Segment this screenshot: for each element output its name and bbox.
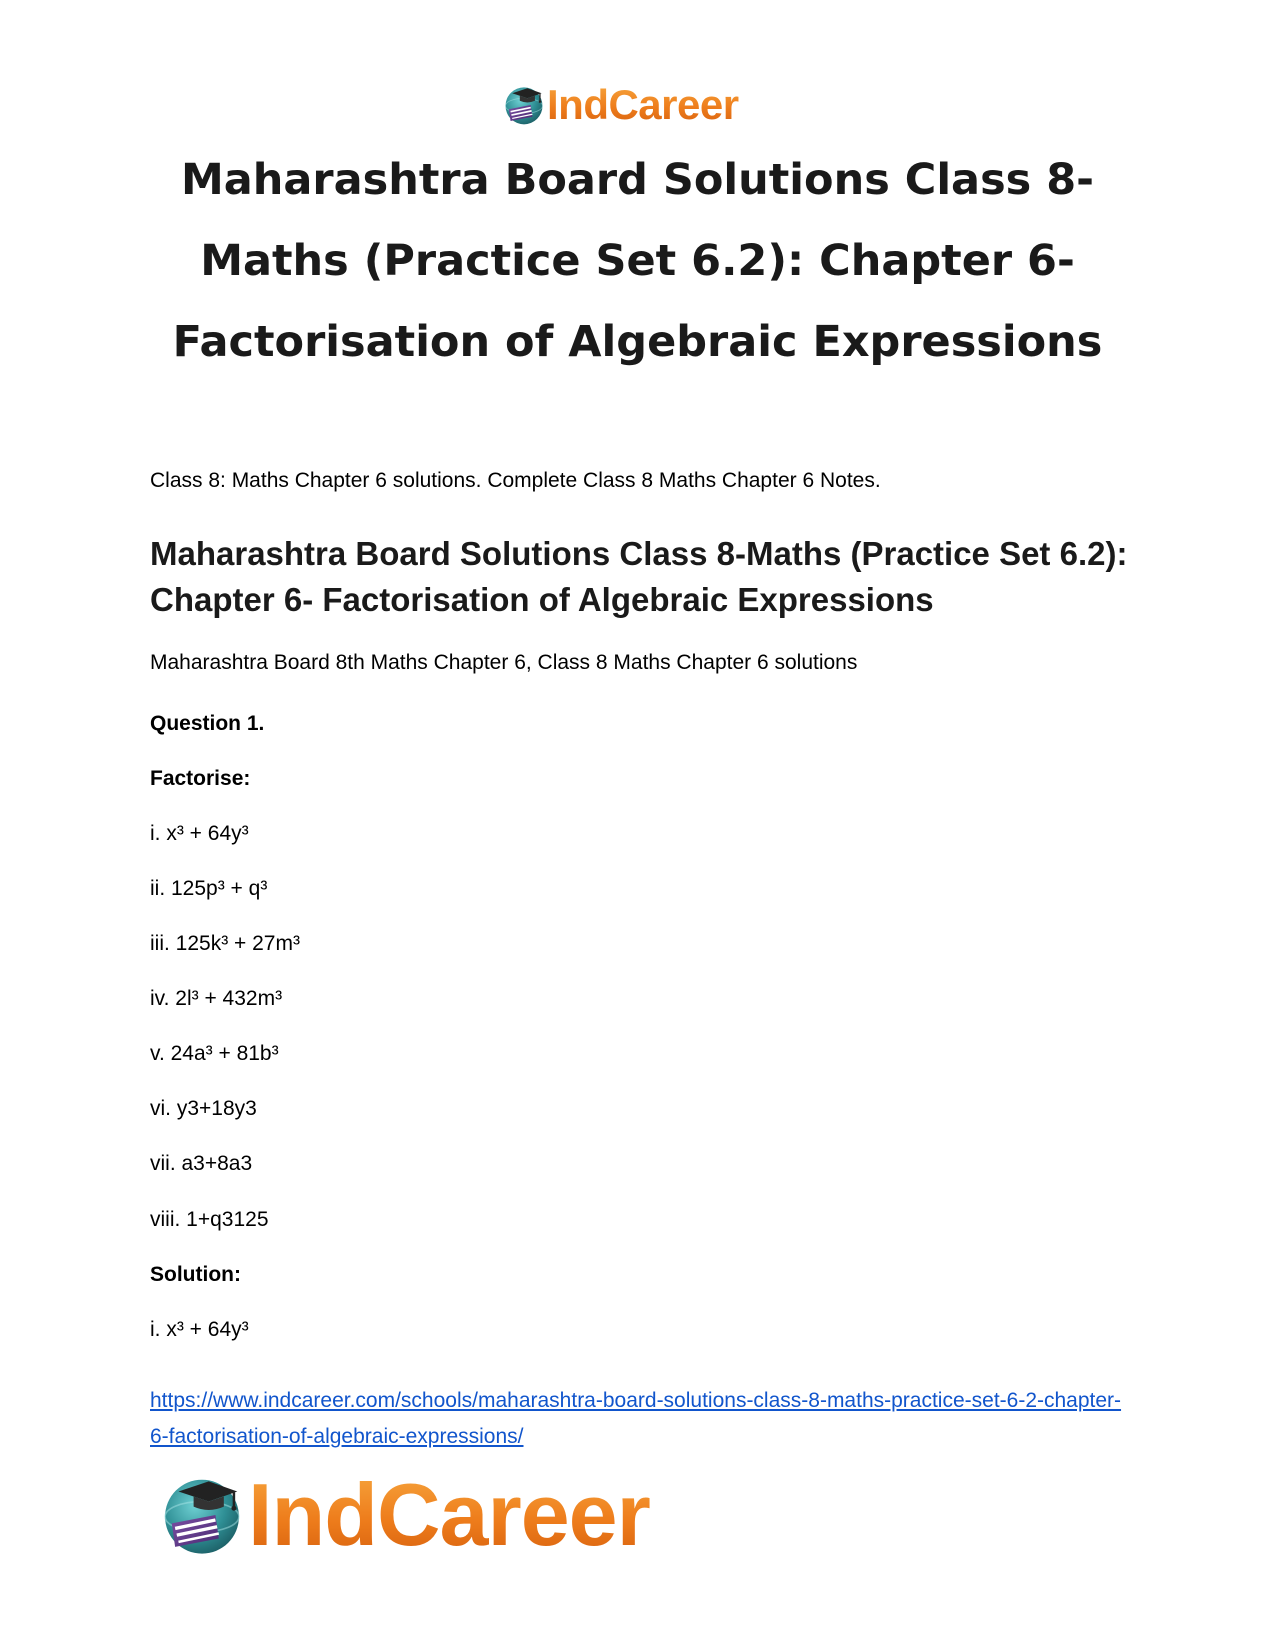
list-item: iv. 2l³ + 432m³ <box>150 987 283 1010</box>
instruction-label: Factorise: <box>150 767 251 790</box>
graduation-cap-book-globe-icon <box>160 1473 244 1557</box>
question-label: Question 1. <box>150 712 265 735</box>
section-heading: Maharashtra Board Solutions Class 8-Maths (Practice Set 6.2): Chapter 6- Factorisation of Algebraic Expressions <box>150 535 1128 618</box>
list-item: v. 24a³ + 81b³ <box>150 1042 279 1065</box>
page-title: Maharashtra Board Solutions Class 8-Maths (Practice Set 6.2): Chapter 6- Factorisation of Algebraic Expressions <box>172 155 1103 367</box>
solution-item: i. x³ + 64y³ <box>150 1318 249 1341</box>
list-item: i. x³ + 64y³ <box>150 822 249 845</box>
logo-wordmark: IndCareer <box>547 81 739 128</box>
list-item: viii. 1+q3125 <box>150 1208 269 1231</box>
list-item: vii. a3+8a3 <box>150 1152 253 1175</box>
solution-label: Solution: <box>150 1263 241 1286</box>
list-item: ii. 125p³ + q³ <box>150 877 268 900</box>
list-item: iii. 125k³ + 27m³ <box>150 932 300 955</box>
intro-text: Class 8: Maths Chapter 6 solutions. Complete Class 8 Maths Chapter 6 Notes. <box>150 469 881 492</box>
footer-logo <box>160 1465 650 1564</box>
list-item: vi. y3+18y3 <box>150 1097 257 1120</box>
subtitle-text: Maharashtra Board 8th Maths Chapter 6, Class 8 Maths Chapter 6 solutions <box>150 651 858 674</box>
logo-wordmark: IndCareer <box>248 1465 650 1564</box>
source-url-link[interactable]: https://www.indcareer.com/schools/maharashtra-board-solutions-class-8-maths-practice-set-6-2-chapter-6-factorisation-of-algebraic-expressions/ <box>150 1389 1122 1448</box>
